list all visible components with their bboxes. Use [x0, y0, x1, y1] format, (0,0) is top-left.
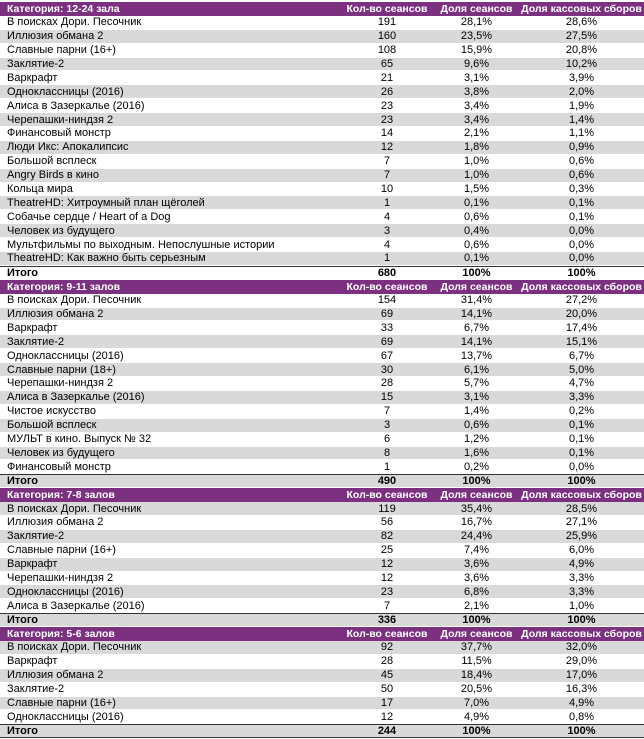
- sessions-count-cell: 4: [383, 210, 391, 223]
- boxoffice-share-cell: 0,1%: [568, 419, 595, 432]
- boxoffice-share-cell: 100%: [567, 266, 596, 279]
- boxoffice-share-cell: 4,9%: [568, 696, 595, 709]
- sessions-count-cell: 10: [380, 183, 394, 196]
- sessions-count-cell: 191: [377, 16, 397, 29]
- column-header-sessions-count: Кол-во сеансов: [346, 280, 428, 293]
- film-title-cell: Чистое искусство: [7, 405, 97, 418]
- film-title-cell: Славные парни (18+): [7, 363, 116, 376]
- boxoffice-share-cell: 17,4%: [565, 321, 598, 334]
- film-title-cell: Славные парни (16+): [7, 696, 116, 709]
- sessions-share-cell: 1,5%: [463, 183, 490, 196]
- column-header-boxoffice-share: Доля кассовых сборов: [521, 628, 642, 641]
- table-row: [0, 85, 644, 99]
- sessions-count-cell: 92: [380, 641, 394, 654]
- boxoffice-share-cell: 100%: [567, 614, 596, 627]
- sessions-count-cell: 25: [380, 544, 394, 557]
- sessions-count-cell: 108: [377, 44, 397, 57]
- sessions-share-cell: 3,4%: [463, 113, 490, 126]
- table-row: [0, 58, 644, 72]
- boxoffice-share-cell: 0,0%: [568, 460, 595, 473]
- table-row: [0, 710, 644, 724]
- total-row: [0, 266, 644, 280]
- boxoffice-share-cell: 0,0%: [568, 224, 595, 237]
- film-title-cell: Алиса в Зазеркалье (2016): [7, 599, 145, 612]
- boxoffice-share-cell: 0,9%: [568, 141, 595, 154]
- sessions-share-cell: 0,2%: [463, 460, 490, 473]
- sessions-count-cell: 23: [380, 113, 394, 126]
- sessions-count-cell: 23: [380, 99, 394, 112]
- table-row: [0, 377, 644, 391]
- boxoffice-share-cell: 32,0%: [565, 641, 598, 654]
- table-row: [0, 183, 644, 197]
- sessions-share-cell: 3,1%: [463, 71, 490, 84]
- section-category-label: Категория: 7-8 залов: [7, 489, 115, 502]
- boxoffice-share-cell: 100%: [567, 725, 596, 738]
- sessions-share-cell: 3,6%: [463, 571, 490, 584]
- sessions-count-cell: 1: [383, 196, 391, 209]
- table-row: [0, 641, 644, 655]
- boxoffice-share-cell: 0,6%: [568, 169, 595, 182]
- boxoffice-share-cell: 5,0%: [568, 363, 595, 376]
- table-row: [0, 335, 644, 349]
- table-row: [0, 530, 644, 544]
- sessions-count-cell: 28: [380, 377, 394, 390]
- sessions-count-cell: 1: [383, 252, 391, 265]
- sessions-count-cell: 67: [380, 349, 394, 362]
- column-header-sessions-count: Кол-во сеансов: [346, 2, 428, 15]
- film-title-cell: Одноклассницы (2016): [7, 349, 124, 362]
- sessions-share-cell: 7,0%: [463, 696, 490, 709]
- sessions-share-cell: 0,6%: [463, 419, 490, 432]
- sessions-share-cell: 4,9%: [463, 710, 490, 723]
- table-row: [0, 697, 644, 711]
- film-title-cell: Собачье сердце / Heart of a Dog: [7, 210, 171, 223]
- film-title-cell: Большой всплеск: [7, 419, 97, 432]
- sessions-share-cell: 24,4%: [460, 530, 493, 543]
- sessions-count-cell: 3: [383, 224, 391, 237]
- sessions-share-cell: 0,6%: [463, 238, 490, 251]
- film-title-cell: Алиса в Зазеркалье (2016): [7, 99, 145, 112]
- sessions-share-cell: 23,5%: [460, 30, 493, 43]
- boxoffice-share-cell: 16,3%: [565, 683, 598, 696]
- boxoffice-share-cell: 6,0%: [568, 544, 595, 557]
- total-row: [0, 724, 644, 738]
- film-title-cell: Иллюзия обмана 2: [7, 669, 104, 682]
- sessions-share-cell: 6,8%: [463, 585, 490, 598]
- total-row: [0, 474, 644, 488]
- table-row: [0, 669, 644, 683]
- film-title-cell: Заклятие-2: [7, 683, 65, 696]
- table-row: [0, 516, 644, 530]
- boxoffice-share-cell: 3,3%: [568, 571, 595, 584]
- sessions-share-cell: 16,7%: [460, 516, 493, 529]
- total-label-cell: Итого: [7, 725, 39, 738]
- table-row: [0, 30, 644, 44]
- sessions-count-cell: 119: [378, 502, 396, 515]
- sessions-count-cell: 3: [383, 419, 391, 432]
- boxoffice-share-cell: 29,0%: [565, 655, 598, 668]
- film-title-cell: Варкрафт: [7, 71, 58, 84]
- boxoffice-share-cell: 1,9%: [568, 99, 595, 112]
- sessions-share-cell: 3,1%: [463, 391, 490, 404]
- sessions-share-cell: 100%: [462, 475, 491, 488]
- sessions-share-cell: 28,1%: [460, 16, 493, 29]
- table-row: [0, 113, 644, 127]
- column-header-boxoffice-share: Доля кассовых сборов: [521, 280, 642, 293]
- section-header-row: [0, 2, 644, 16]
- film-title-cell: Заклятие-2: [7, 58, 65, 70]
- table-row: [0, 196, 644, 210]
- film-title-cell: Алиса в Зазеркалье (2016): [7, 391, 145, 404]
- table-row: [0, 502, 644, 516]
- boxoffice-share-cell: 25,9%: [565, 530, 598, 543]
- sessions-count-cell: 490: [377, 475, 397, 488]
- table-row: [0, 683, 644, 697]
- film-title-cell: Люди Икс: Апокалипсис: [7, 141, 129, 154]
- column-header-sessions-share: Доля сеансов: [440, 2, 513, 15]
- film-title-cell: Славные парни (16+): [7, 544, 116, 557]
- boxoffice-share-cell: 3,3%: [568, 391, 595, 404]
- sessions-share-cell: 1,0%: [463, 169, 490, 182]
- sessions-share-cell: 5,7%: [463, 377, 490, 390]
- film-title-cell: Иллюзия обмана 2: [7, 516, 104, 529]
- sessions-count-cell: 14: [380, 127, 394, 140]
- sessions-share-cell: 11,5%: [461, 655, 492, 668]
- sessions-count-cell: 33: [380, 321, 394, 334]
- sessions-share-cell: 20,5%: [460, 683, 493, 696]
- boxoffice-share-cell: 28,5%: [565, 502, 598, 515]
- sessions-count-cell: 160: [377, 30, 397, 43]
- film-title-cell: Варкрафт: [7, 558, 58, 571]
- sessions-share-cell: 1,0%: [463, 155, 490, 168]
- sessions-count-cell: 680: [377, 266, 397, 279]
- total-label-cell: Итого: [7, 614, 39, 627]
- boxoffice-share-cell: 3,3%: [568, 585, 595, 598]
- boxoffice-share-cell: 1,0%: [568, 599, 595, 612]
- sessions-count-cell: 17: [380, 696, 394, 709]
- film-title-cell: Финансовый монстр: [7, 127, 111, 140]
- sessions-count-cell: 15: [380, 391, 394, 404]
- boxoffice-share-cell: 6,7%: [568, 349, 595, 362]
- film-title-cell: Мультфильмы по выходным. Непослушные истории: [7, 238, 275, 251]
- sessions-count-cell: 154: [377, 294, 397, 307]
- boxoffice-share-cell: 0,1%: [568, 196, 595, 209]
- total-label-cell: Итого: [7, 266, 39, 279]
- table-row: [0, 419, 644, 433]
- table-row: [0, 655, 644, 669]
- sessions-count-cell: 82: [380, 530, 394, 543]
- column-header-sessions-count: Кол-во сеансов: [346, 628, 428, 641]
- boxoffice-share-cell: 0,1%: [568, 433, 595, 446]
- table-row: [0, 405, 644, 419]
- sessions-count-cell: 12: [380, 558, 394, 571]
- sessions-share-cell: 6,1%: [463, 363, 490, 376]
- sessions-share-cell: 18,4%: [460, 669, 493, 682]
- sessions-count-cell: 7: [383, 155, 391, 168]
- boxoffice-share-cell: 0,3%: [568, 183, 595, 196]
- section-header-row: [0, 488, 644, 502]
- column-header-sessions-share: Доля сеансов: [440, 628, 513, 641]
- sessions-count-cell: 45: [380, 669, 394, 682]
- total-label-cell: Итого: [7, 475, 39, 488]
- table-row: [0, 308, 644, 322]
- sessions-count-cell: 6: [383, 433, 391, 446]
- boxoffice-share-cell: 1,4%: [568, 113, 595, 126]
- sessions-share-cell: 0,1%: [463, 252, 490, 265]
- boxoffice-share-cell: 28,6%: [565, 16, 598, 29]
- sessions-share-cell: 3,4%: [463, 99, 490, 112]
- sessions-count-cell: 7: [383, 169, 391, 182]
- film-title-cell: Кольца мира: [7, 183, 73, 196]
- sessions-count-cell: 50: [380, 683, 394, 696]
- sessions-share-cell: 2,1%: [463, 599, 490, 612]
- boxoffice-share-cell: 4,7%: [568, 377, 595, 390]
- film-title-cell: Варкрафт: [7, 321, 58, 334]
- boxoffice-share-cell: 17,0%: [565, 669, 598, 682]
- table-row: [0, 558, 644, 572]
- sessions-share-cell: 0,1%: [463, 196, 490, 209]
- sessions-share-cell: 7,4%: [463, 544, 490, 557]
- section-category-label: Категория: 5-6 залов: [7, 628, 115, 641]
- sessions-share-cell: 37,7%: [460, 641, 493, 654]
- sessions-count-cell: 56: [380, 516, 394, 529]
- film-title-cell: Черепашки-ниндзя 2: [7, 571, 114, 584]
- table-row: [0, 433, 644, 447]
- table-row: [0, 44, 644, 58]
- film-title-cell: МУЛЬТ в кино. Выпуск № 32: [7, 433, 152, 446]
- boxoffice-share-cell: 100%: [567, 475, 596, 488]
- film-title-cell: В поисках Дори. Песочник: [7, 16, 142, 29]
- film-title-cell: В поисках Дори. Песочник: [7, 502, 142, 515]
- section-header-row: [0, 627, 644, 641]
- film-title-cell: Финансовый монстр: [7, 460, 111, 473]
- sessions-share-cell: 31,4%: [460, 294, 493, 307]
- table-row: [0, 127, 644, 141]
- boxoffice-share-cell: 0,1%: [568, 446, 595, 459]
- sessions-share-cell: 14,1%: [460, 308, 493, 321]
- film-title-cell: Варкрафт: [7, 655, 58, 668]
- boxoffice-share-cell: 15,1%: [565, 335, 598, 348]
- table-row: [0, 238, 644, 252]
- sessions-share-cell: 0,6%: [463, 210, 490, 223]
- film-title-cell: Одноклассницы (2016): [7, 585, 124, 598]
- sessions-share-cell: 1,8%: [463, 141, 490, 154]
- film-title-cell: TheatreHD: Как важно быть серьезным: [7, 252, 206, 265]
- table-row: [0, 294, 644, 308]
- table-row: [0, 585, 644, 599]
- sessions-share-cell: 13,7%: [460, 349, 493, 362]
- table-row: [0, 155, 644, 169]
- sessions-count-cell: 7: [383, 405, 391, 418]
- sessions-count-cell: 26: [380, 85, 394, 98]
- sessions-share-cell: 1,6%: [463, 446, 490, 459]
- sessions-count-cell: 1: [383, 460, 391, 473]
- film-title-cell: Заклятие-2: [7, 530, 65, 543]
- film-title-cell: Заклятие-2: [7, 335, 65, 348]
- boxoffice-share-cell: 0,6%: [568, 155, 595, 168]
- film-title-cell: Большой всплеск: [7, 155, 97, 168]
- boxoffice-share-cell: 0,0%: [568, 238, 595, 251]
- sessions-share-cell: 100%: [462, 266, 491, 279]
- column-header-sessions-share: Доля сеансов: [440, 280, 513, 293]
- sessions-count-cell: 12: [380, 571, 394, 584]
- boxoffice-share-cell: 20,0%: [565, 308, 598, 321]
- sessions-count-cell: 8: [383, 446, 391, 459]
- table-row: [0, 447, 644, 461]
- table-row: [0, 363, 644, 377]
- film-title-cell: В поисках Дори. Песочник: [7, 294, 142, 307]
- sessions-count-cell: 4: [383, 238, 391, 251]
- sessions-count-cell: 69: [380, 335, 394, 348]
- sessions-count-cell: 7: [383, 599, 391, 612]
- table-row: [0, 391, 644, 405]
- table-row: [0, 71, 644, 85]
- boxoffice-share-cell: 2,0%: [568, 85, 595, 98]
- table-row: [0, 141, 644, 155]
- sessions-share-cell: 0,4%: [463, 224, 490, 237]
- column-header-boxoffice-share: Доля кассовых сборов: [521, 2, 642, 15]
- table-row: [0, 572, 644, 586]
- sessions-share-cell: 100%: [462, 614, 491, 627]
- table-row: [0, 16, 644, 30]
- film-title-cell: Славные парни (16+): [7, 44, 116, 57]
- film-title-cell: Иллюзия обмана 2: [7, 30, 104, 43]
- sessions-share-cell: 3,6%: [463, 558, 490, 571]
- sessions-count-cell: 12: [380, 141, 394, 154]
- column-header-sessions-share: Доля сеансов: [440, 489, 513, 502]
- film-title-cell: В поисках Дори. Песочник: [7, 641, 142, 654]
- film-title-cell: TheatreHD: Хитроумный план щёголей: [7, 196, 205, 209]
- sessions-count-cell: 65: [380, 58, 394, 70]
- film-title-cell: Человек из будущего: [7, 446, 115, 459]
- boxoffice-share-cell: 4,9%: [568, 558, 595, 571]
- film-title-cell: Черепашки-ниндзя 2: [7, 377, 114, 390]
- column-header-sessions-count: Кол-во сеансов: [346, 489, 428, 502]
- sessions-count-cell: 21: [380, 71, 394, 84]
- sessions-share-cell: 35,4%: [460, 502, 493, 515]
- boxoffice-share-cell: 0,0%: [568, 252, 595, 265]
- sessions-share-cell: 2,1%: [463, 127, 490, 140]
- boxoffice-share-cell: 27,2%: [565, 294, 598, 307]
- boxoffice-share-cell: 27,5%: [565, 30, 598, 43]
- boxoffice-share-cell: 0,2%: [568, 405, 595, 418]
- boxoffice-share-cell: 10,2%: [565, 58, 598, 70]
- sessions-count-cell: 28: [380, 655, 394, 668]
- film-title-cell: Одноклассницы (2016): [7, 85, 124, 98]
- boxoffice-share-cell: 1,1%: [568, 127, 595, 140]
- sessions-share-cell: 1,2%: [463, 433, 490, 446]
- section-category-label: Категория: 9-11 залов: [7, 280, 121, 293]
- table-row: [0, 252, 644, 266]
- total-row: [0, 613, 644, 627]
- table-row: [0, 460, 644, 474]
- table-row: [0, 599, 644, 613]
- boxoffice-share-cell: 3,9%: [568, 71, 595, 84]
- film-title-cell: Иллюзия обмана 2: [7, 308, 104, 321]
- sessions-count-cell: 30: [380, 363, 394, 376]
- table-row: [0, 99, 644, 113]
- sessions-share-cell: 14,1%: [460, 335, 493, 348]
- sessions-count-cell: 336: [377, 614, 397, 627]
- sessions-count-cell: 23: [380, 585, 394, 598]
- table-row: [0, 349, 644, 363]
- sessions-share-cell: 3,8%: [463, 85, 490, 98]
- table-row: [0, 210, 644, 224]
- column-header-boxoffice-share: Доля кассовых сборов: [521, 489, 642, 502]
- sessions-count-cell: 244: [377, 725, 397, 738]
- table-row: [0, 169, 644, 183]
- film-title-cell: Одноклассницы (2016): [7, 710, 124, 723]
- film-title-cell: Angry Birds в кино: [7, 169, 99, 182]
- section-category-label: Категория: 12-24 зала: [7, 2, 120, 15]
- table-row: [0, 321, 644, 335]
- boxoffice-share-cell: 0,1%: [568, 210, 595, 223]
- sessions-share-cell: 100%: [462, 725, 491, 738]
- sessions-count-cell: 12: [380, 710, 394, 723]
- sessions-share-cell: 15,9%: [460, 44, 493, 57]
- sessions-count-cell: 69: [380, 308, 394, 321]
- sessions-share-cell: 9,6%: [463, 58, 490, 70]
- sessions-share-cell: 1,4%: [463, 405, 490, 418]
- film-title-cell: Черепашки-ниндзя 2: [7, 113, 114, 126]
- section-header-row: [0, 280, 644, 294]
- boxoffice-share-cell: 0,8%: [568, 710, 595, 723]
- boxoffice-share-cell: 20,8%: [565, 44, 598, 57]
- table-row: [0, 544, 644, 558]
- sessions-share-cell: 6,7%: [463, 321, 490, 334]
- boxoffice-share-cell: 27,1%: [565, 516, 598, 529]
- film-title-cell: Человек из будущего: [7, 224, 115, 237]
- table-row: [0, 224, 644, 238]
